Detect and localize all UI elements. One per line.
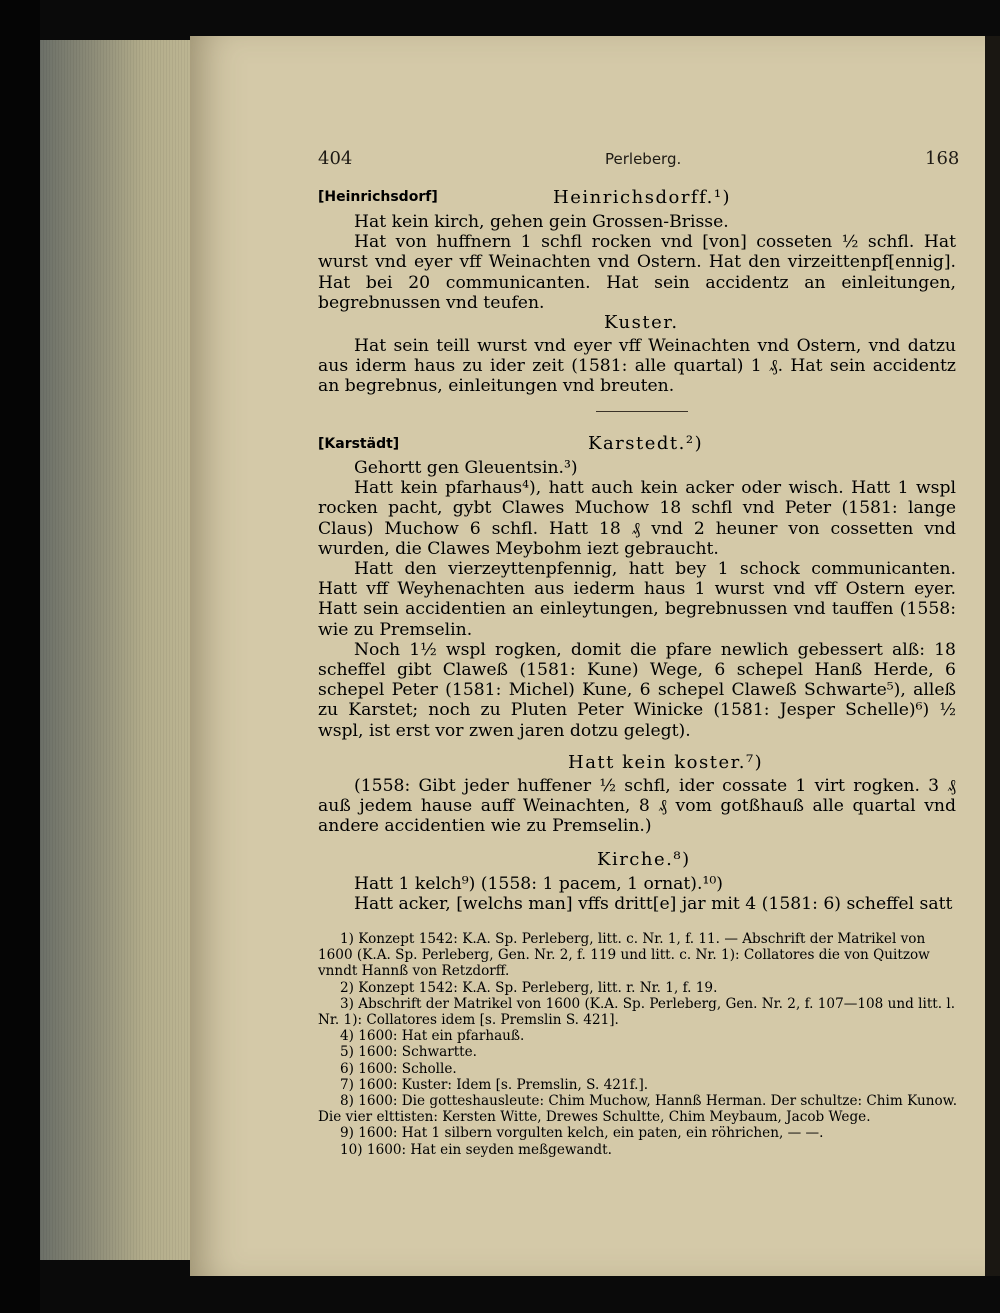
footnote: 4) 1600: Hat ein pfarhauß. [340,1028,525,1045]
paragraph: Hatt kein pfarhaus⁴), hatt auch kein acker oder wisch. Hatt 1 wspl rocken pacht, gybt Clawes Muchow 18 schfl vnd Peter (1581: lange Claus) Muchow 6 schfl. Hatt 18 ₰ vnd 2 heuner von cossetten vnd wurden, die Clawes Meybohm iezt gebraucht. [318,478,956,559]
margin-label-karstadt: [Karstädt] [318,436,400,452]
subheading-kuster: Kuster. [604,312,679,333]
footnote: 10) 1600: Hat ein seyden meßgewandt. [340,1141,612,1158]
book-binding [0,0,40,1313]
footnote: 9) 1600: Hat 1 silbern vorgulten kelch, ein paten, ein röhrichen, — —. [340,1125,824,1142]
section2-kirche-body [318,874,956,914]
running-title: Perleberg. [605,150,682,168]
subheading-koster: Hatt kein koster.⁷) [568,752,764,773]
footnote: 1) Konzept 1542: K.A. Sp. Perleberg, litt. c. Nr. 1, f. 11. — Abschrift der Matrikel von 1600 (K.A. Sp. Perleberg, Gen. Nr. 2, f. 119 und litt. c. Nr. 1): Collatores die von Quitzow vnndt Hannß von Retzdorff. [318,931,930,980]
section-heading-karstedt: Karstedt.²) [588,433,704,454]
footnotes [318,931,958,1158]
paragraph: Hatt 1 kelch⁹) (1558: 1 pacem, 1 ornat).¹⁰) [354,874,723,894]
footnote: 8) 1600: Die gotteshausleute: Chim Muchow, Hannß Herman. Der schultze: Chim Kunow. Die vier elttisten: Kersten Witte, Drewes Schultte, Chim Meybaum, Jacob Wege. [318,1093,958,1126]
paragraph: Hatt den vierzeyttenpfennig, hatt bey 1 schock communicanten. Hatt vff Weyhenachten aus iederm haus 1 wurst vnd vff Ostern eyer. Hatt sein accidentien an einleytungen, begrebnussen vnd tauffen (1558: wie zu Premselin. [318,559,956,640]
section2-body [318,458,956,741]
footnote: 5) 1600: Schwartte. [340,1044,477,1061]
margin-label-heinrichsdorf: [Heinrichsdorf] [318,189,438,205]
page-edges [40,40,190,1260]
section2-koster-body [318,776,956,837]
section-heading-heinrichsdorff: Heinrichsdorff.¹) [553,187,732,208]
footnote: 3) Abschrift der Matrikel von 1600 (K.A. Sp. Perleberg, Gen. Nr. 2, f. 107—108 und litt. l. Nr. 1): Collatores idem [s. Premslin S. 421]. [318,995,956,1029]
section1-body [318,212,956,313]
section1-kuster-body [318,336,956,397]
page-number-right: 168 [925,148,960,169]
paragraph: Hat sein teill wurst vnd eyer vff Weinachten vnd Ostern, vnd datzu aus iderm haus zu ider zeit (1581: alle quartal) 1 ₰. Hat sein accidentz an begrebnus, einleitungen vnd breuten. [318,336,956,397]
page-number-left: 404 [318,148,353,169]
subheading-kirche: Kirche.⁸) [597,849,691,870]
paragraph: Gehortt gen Gleuentsin.³) [354,458,578,478]
footnote: 2) Konzept 1542: K.A. Sp. Perleberg, litt. r. Nr. 1, f. 19. [340,979,718,996]
paragraph: Noch 1½ wspl rogken, domit die pfare newlich gebessert alß: 18 scheffel gibt Claweß (1581: Kune) Wege, 6 schepel Hanß Herde, 6 schepel Peter (1581: Michel) Kune, 6 schepel Claweß Schwarte⁵), alleß zu Karstet; noch zu Pluten Peter Winicke (1581: Jesper Schelle)⁶) ½ wspl, ist erst vor zwen jaren dotzu gelegt). [318,639,956,741]
footnote: 7) 1600: Kuster: Idem [s. Premslin, S. 421f.]. [340,1076,649,1093]
paragraph: Hat von huffnern 1 schfl rocken vnd [von] cosseten ½ schfl. Hat wurst vnd eyer vff Weinachten vnd Ostern. Hat den virzeittenpf[ennig]. Hat bei 20 communicanten. Hat sein accidentz an einleitungen, begrebnussen vnd teufen. [318,232,956,313]
footnote: 6) 1600: Scholle. [340,1060,457,1077]
section-divider [596,411,688,412]
paragraph: Hat kein kirch, gehen gein Grossen-Brisse. [354,212,729,232]
paragraph: Hatt acker, [welchs man] vffs dritt[e] jar mit 4 (1581: 6) scheffel satt [354,894,953,915]
paragraph: (1558: Gibt jeder huffener ½ schfl, ider cossate 1 virt rogken. 3 ₰ auß jedem hause auff Weinachten, 8 ₰ vom gotßhauß alle quartal vnd andere accidentien wie zu Premselin.) [318,776,956,837]
page-right-edge [985,36,1000,1276]
